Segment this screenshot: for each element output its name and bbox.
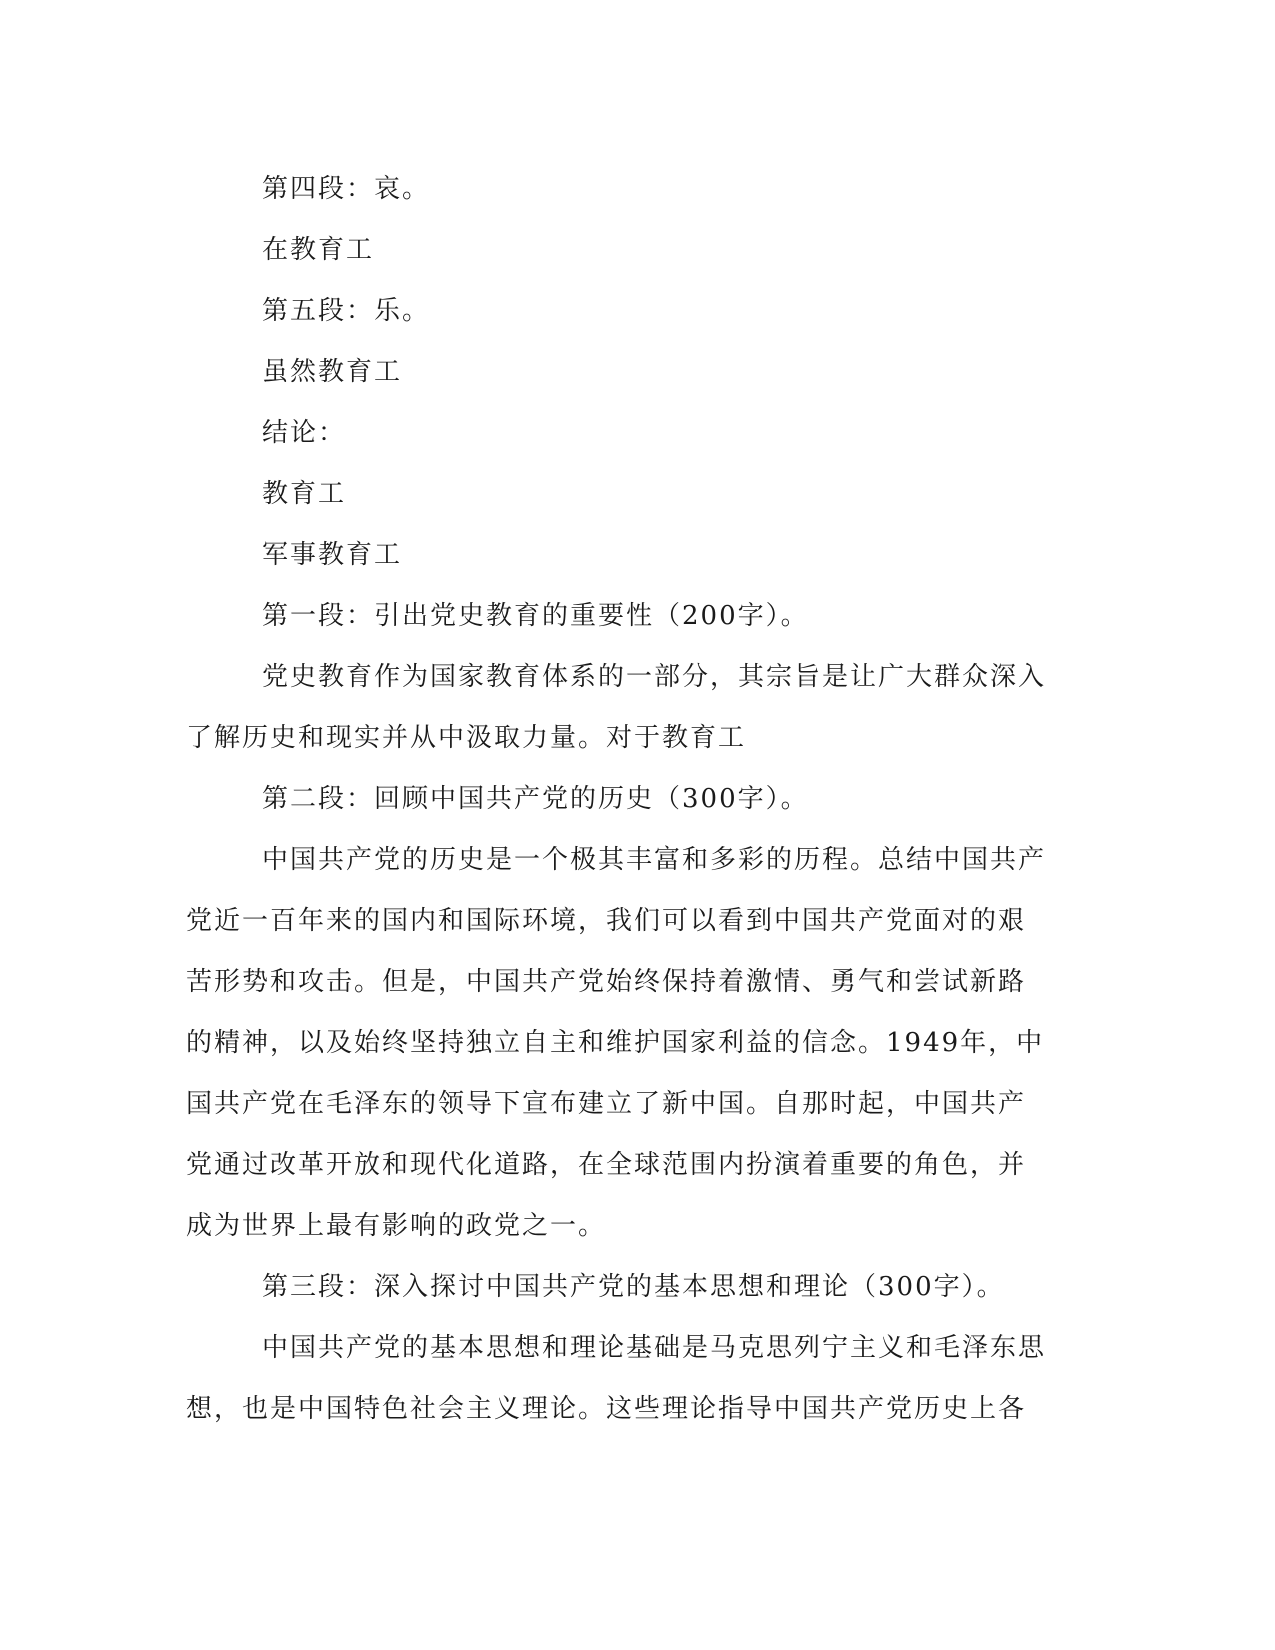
paragraph-line: 中国共产党的历史是一个极其丰富和多彩的历程。总结中国共产 <box>262 845 1047 875</box>
section-heading: 第二段：回顾中国共产党的历史（300字）。 <box>262 784 809 814</box>
paragraph-line: 想，也是中国特色社会主义理论。这些理论指导中国共产党历史上各 <box>186 1394 1027 1424</box>
section-heading: 第一段：引出党史教育的重要性（200字）。 <box>262 601 809 631</box>
paragraph-line: 虽然教育工 <box>262 357 403 387</box>
section-heading: 第三段：深入探讨中国共产党的基本思想和理论（300字）。 <box>262 1272 1005 1302</box>
paragraph-line: 党史教育作为国家教育体系的一部分，其宗旨是让广大群众深入 <box>262 662 1047 692</box>
paragraph-line: 中国共产党的基本思想和理论基础是马克思列宁主义和毛泽东思 <box>262 1333 1047 1363</box>
paragraph-line: 军事教育工 <box>262 540 403 570</box>
document-body <box>186 159 1066 1440</box>
paragraph-line: 教育工 <box>262 479 347 509</box>
paragraph-line: 成为世界上最有影响的政党之一。 <box>186 1211 607 1241</box>
paragraph-line: 第五段：乐。 <box>262 296 431 326</box>
paragraph-line: 苦形势和攻击。但是，中国共产党始终保持着激情、勇气和尝试新路 <box>186 967 1027 997</box>
paragraph-line: 结论： <box>262 418 347 448</box>
paragraph-line: 了解历史和现实并从中汲取力量。对于教育工 <box>186 723 747 753</box>
paragraph-line: 国共产党在毛泽东的领导下宣布建立了新中国。自那时起，中国共产 <box>186 1089 1027 1119</box>
paragraph-line: 党近一百年来的国内和国际环境，我们可以看到中国共产党面对的艰 <box>186 906 1027 936</box>
paragraph-line: 在教育工 <box>262 235 375 265</box>
paragraph-line: 第四段：哀。 <box>262 174 431 204</box>
paragraph-line: 的精神，以及始终坚持独立自主和维护国家利益的信念。1949年，中 <box>186 1028 1045 1058</box>
paragraph-line: 党通过改革开放和现代化道路，在全球范围内扮演着重要的角色，并 <box>186 1150 1027 1180</box>
